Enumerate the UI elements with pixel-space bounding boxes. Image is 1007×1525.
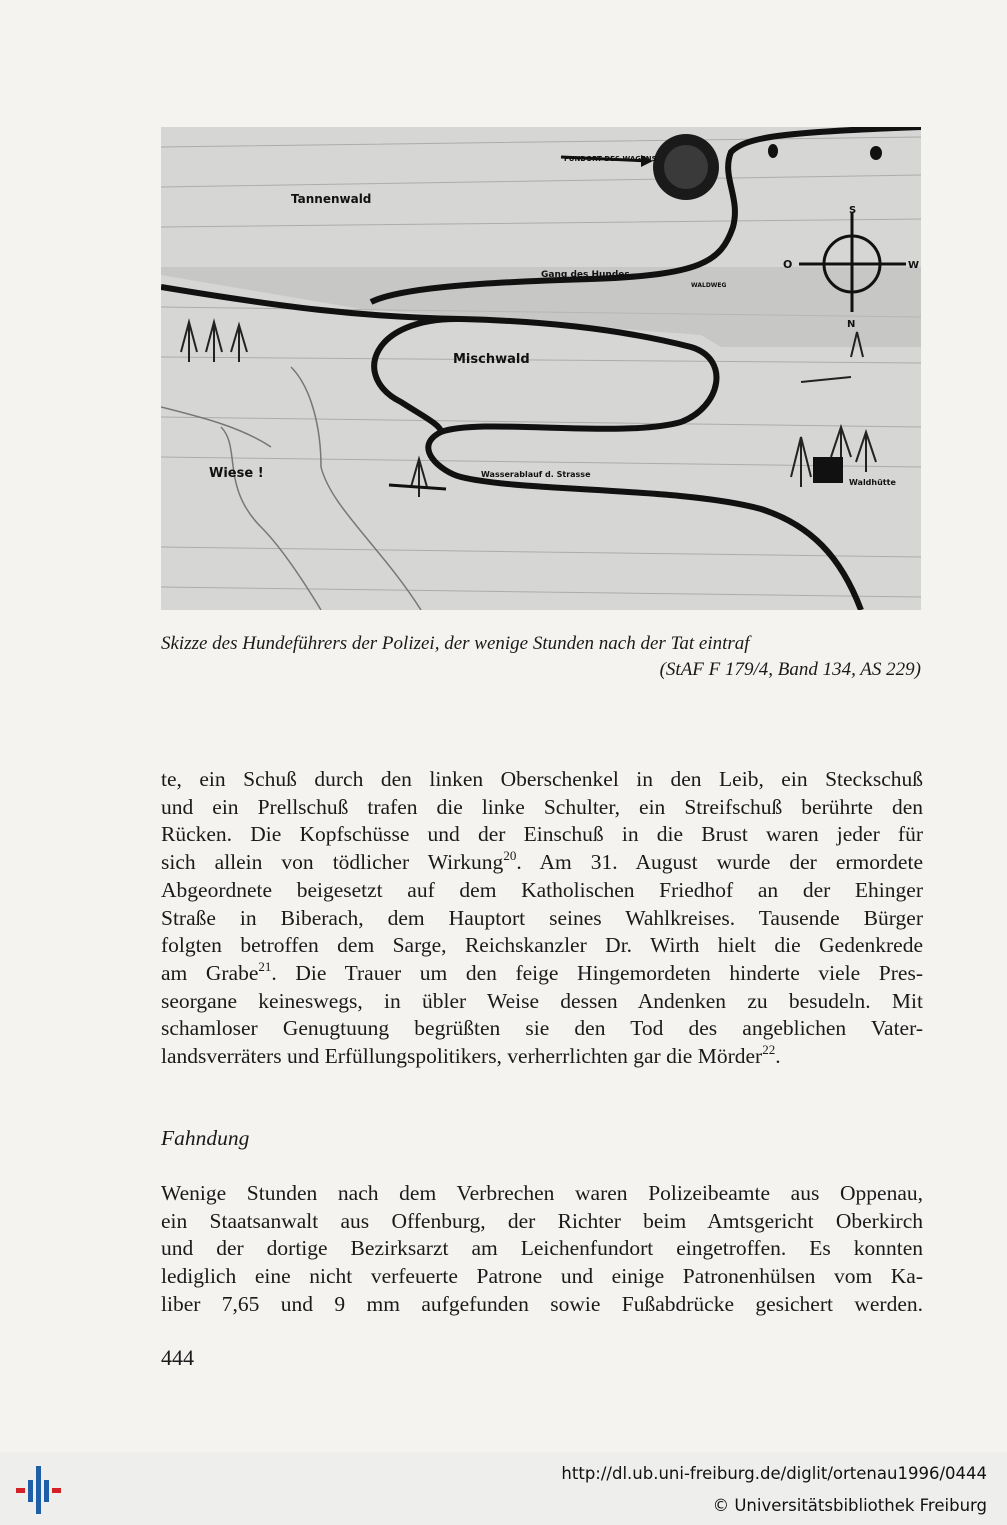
footnote-ref-20: 20: [503, 848, 517, 864]
label-mischwald: Mischwald: [453, 352, 530, 367]
text-line: landsverräters und Erfüllungspolitikers, verherrlichten gar die Mörder$^{22}$.: [161, 1042, 781, 1069]
text-line: Rücken. Die Kopfschüsse und der Einschuß in die Brust waren jeder für: [161, 822, 923, 847]
text-line: folgten betroffen dem Sarge, Reichskanzler Dr. Wirth hielt die Gedenkrede: [161, 933, 923, 958]
permalink-url[interactable]: http://dl.ub.uni-freiburg.de/diglit/ortenau1996/0444: [561, 1464, 987, 1483]
text-line: Straße in Biberach, dem Hauptort seines Wahlkreises. Tausende Bürger: [161, 905, 923, 930]
text-line: Wenige Stunden nach dem Verbrechen waren Polizeibeamte aus Oppenau,: [161, 1181, 923, 1205]
figure-caption-source: (StAF F 179/4, Band 134, AS 229): [659, 659, 921, 680]
paragraph-fahndung: [161, 1180, 923, 1319]
label-tannenwald: Tannenwald: [291, 192, 372, 206]
text-line: te, ein Schuß durch den linken Oberschenkel in den Leib, ein Steckschuß: [161, 767, 923, 791]
compass-n: N: [847, 319, 856, 330]
copyright-notice: © Universitätsbibliothek Freiburg: [712, 1496, 987, 1515]
compass-o: O: [783, 258, 793, 271]
text-line: lediglich eine nicht verfeuerte Patrone und einige Patronenhülsen vom Ka-: [161, 1264, 923, 1289]
label-wiese: Wiese !: [209, 466, 264, 481]
page-number: 444: [161, 1345, 194, 1370]
text-line: und der dortige Bezirksarzt am Leichenfundort eingetroffen. Es konnten: [161, 1236, 923, 1261]
label-waldhuette: Waldhütte: [849, 478, 896, 487]
text-line: Abgeordnete beigesetzt auf dem Katholischen Friedhof an der Ehinger: [161, 877, 923, 902]
sketch-map-figure: [161, 127, 921, 610]
text-line: am Grabe$^{21}$. Die Trauer um den feige Hingemordeten hinderte viele Pres-: [161, 958, 923, 985]
label-waldweg: WALDWEG: [691, 282, 727, 289]
compass-w: W: [908, 260, 920, 271]
paragraph-burial: [161, 766, 923, 1071]
digital-library-footer: [0, 1452, 1007, 1525]
text-line: ein Staatsanwalt aus Offenburg, der Richter beim Amtsgericht Oberkirch: [161, 1208, 923, 1233]
text-line: liber 7,65 und 9 mm aufgefunden sowie Fußabdrücke gesichert werden.: [161, 1291, 923, 1316]
text-line: sich allein von tödlicher Wirkung$^{20}$. Am 31. August wurde der ermordete: [161, 848, 923, 875]
sketch-map: [161, 127, 921, 610]
text-line: und ein Prellschuß trafen die linke Schulter, ein Streifschuß berührte den: [161, 794, 923, 819]
ub-freiburg-logo: [14, 1466, 64, 1514]
footnote-ref-21: 21: [258, 958, 272, 974]
label-gang-des-hundes: Gang des Hundes: [541, 270, 630, 280]
footnote-ref-22: 22: [762, 1042, 776, 1058]
label-wasserablauf: Wasserablauf d. Strasse: [481, 470, 591, 479]
compass-s: S: [849, 205, 857, 216]
figure-caption-line1: Skizze des Hundeführers der Polizei, der wenige Stunden nach der Tat eintraf: [161, 633, 750, 654]
text-line: seorgane keineswegs, in übler Weise dessen Andenken zu besudeln. Mit: [161, 988, 923, 1013]
label-fundort: FUNDORT DES WAGENS: [564, 155, 657, 163]
text-line: schamloser Genugtuung begrüßten sie den Tod des angeblichen Vater-: [161, 1016, 923, 1041]
section-heading: Fahndung: [161, 1126, 250, 1150]
